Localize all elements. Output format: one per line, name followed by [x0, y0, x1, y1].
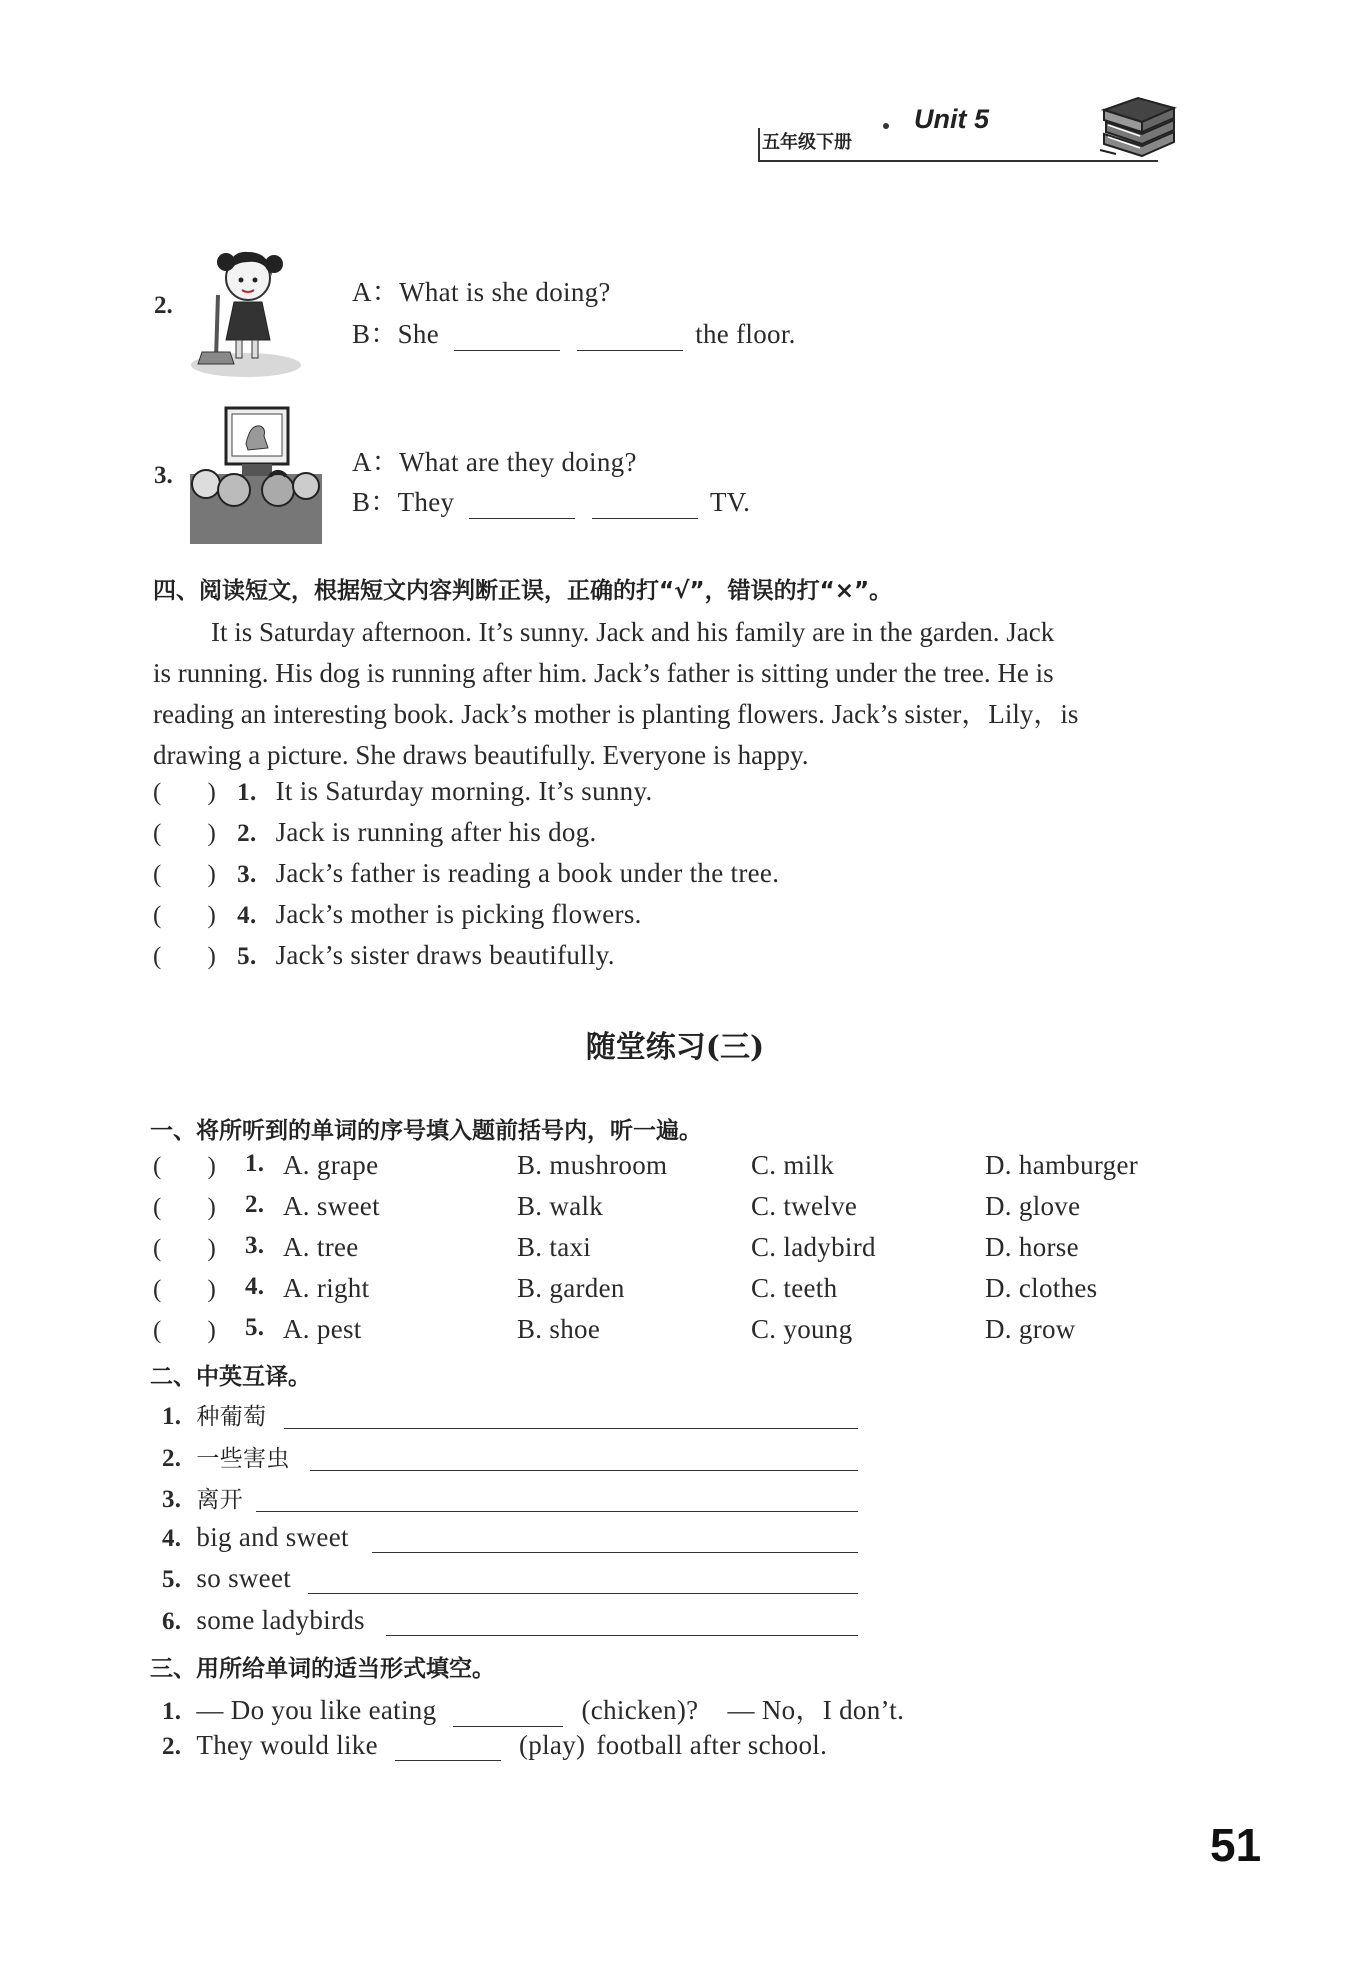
passage-line-2: is running. His dog is running after him. Jack’s father is sitting under the tree. He is [153, 658, 1054, 688]
tf-item-number: 2. [237, 820, 257, 847]
dialog-2-blank-1[interactable] [454, 322, 560, 351]
dialog-2-number: 2. [154, 292, 173, 319]
ex2-number: 2. [162, 1445, 182, 1472]
tf-item-1 [153, 776, 1153, 817]
section-title: 随堂练习(三) [585, 1030, 765, 1065]
answer-line-2[interactable] [310, 1470, 858, 1471]
ex1-number: 1. [245, 1150, 265, 1177]
ex2-heading: 二、中英互译。 [150, 1364, 311, 1390]
answer-paren[interactable]: ( ) [153, 1235, 217, 1262]
ex3-hint: (chicken)? [581, 1695, 699, 1725]
ex3-blank-2[interactable] [395, 1732, 501, 1761]
option-b: B. taxi [517, 1232, 592, 1262]
ex2-text: 一些害虫 [196, 1446, 290, 1472]
answer-line-4[interactable] [372, 1552, 858, 1553]
option-a: A. tree [283, 1232, 359, 1262]
ex2-item-1 [162, 1398, 266, 1431]
answer-paren[interactable]: ( ) [153, 820, 217, 847]
dialog-3-blank-1[interactable] [469, 490, 575, 519]
ex2-text: big and sweet [196, 1522, 349, 1552]
dialog-3-answer-start: B：They [352, 487, 455, 517]
option-a: A. sweet [283, 1191, 380, 1221]
tf-item-text: Jack’s father is reading a book under the tree. [275, 858, 780, 888]
ex2-item-5 [162, 1563, 291, 1594]
ex2-number: 6. [162, 1608, 182, 1635]
dialog-2-answer-end: the floor. [695, 319, 796, 349]
girl-sweeping-illustration [186, 240, 306, 380]
tf-item-number: 1. [237, 779, 257, 806]
option-d: D. horse [985, 1232, 1079, 1262]
header-unit: Unit 5 [914, 104, 990, 134]
dialog-2-blank-2[interactable] [577, 322, 683, 351]
answer-paren[interactable]: ( ) [153, 1276, 217, 1303]
option-b: B. shoe [517, 1314, 601, 1344]
ex1-row-5 [153, 1314, 1203, 1355]
tf-item-text: Jack is running after his dog. [275, 817, 597, 847]
part4-heading: 四、阅读短文，根据短文内容判断正误，正确的打“√”，错误的打“×”。 [153, 578, 893, 604]
part4-items [153, 776, 1153, 981]
ex2-item-4 [162, 1522, 349, 1553]
answer-paren[interactable]: ( ) [153, 943, 217, 970]
books-icon [1098, 94, 1178, 166]
page-number: 51 [1210, 1819, 1262, 1871]
ex1-row-3 [153, 1232, 1203, 1273]
ex1-row-1 [153, 1150, 1203, 1191]
ex2-number: 3. [162, 1486, 182, 1513]
ex1-number: 3. [245, 1232, 265, 1259]
ex3-heading: 三、用所给单词的适当形式填空。 [150, 1656, 495, 1682]
passage-line-4: drawing a picture. She draws beautifully. Everyone is happy. [153, 740, 809, 770]
option-d: D. glove [985, 1191, 1081, 1221]
ex2-text: 种葡萄 [196, 1404, 267, 1430]
option-c: C. teeth [751, 1273, 838, 1303]
answer-line-6[interactable] [386, 1635, 858, 1636]
ex3-prompt: — Do you like eating [196, 1695, 437, 1725]
tf-item-number: 5. [237, 943, 257, 970]
option-d: D. clothes [985, 1273, 1098, 1303]
answer-paren[interactable]: ( ) [153, 861, 217, 888]
ex3-prompt: They would like [196, 1730, 378, 1760]
dialog-3-blank-2[interactable] [592, 490, 698, 519]
ex2-item-6 [162, 1605, 365, 1636]
ex2-number: 1. [162, 1403, 182, 1430]
tf-item-3 [153, 858, 1153, 899]
ex1-number: 2. [245, 1191, 265, 1218]
option-d: D. grow [985, 1314, 1076, 1344]
tf-item-number: 4. [237, 902, 257, 929]
dialog-3-answer-end: TV. [709, 487, 751, 517]
dialog-3-number: 3. [154, 462, 173, 489]
tf-item-5 [153, 940, 1153, 981]
ex3-blank-1[interactable] [453, 1698, 563, 1727]
dialog-2-answer [352, 312, 796, 351]
ex2-text: so sweet [196, 1563, 292, 1593]
ex1-rows [153, 1150, 1203, 1355]
tf-item-number: 3. [237, 861, 257, 888]
option-c: C. young [751, 1314, 853, 1344]
ex2-item-3 [162, 1481, 243, 1514]
tf-item-text: Jack’s sister draws beautifully. [275, 940, 615, 970]
answer-paren[interactable]: ( ) [153, 1153, 217, 1180]
ex2-text: some ladybirds [196, 1605, 365, 1635]
ex3-reply: — No，I don’t. [727, 1695, 905, 1725]
family-watching-tv-illustration [186, 404, 326, 546]
dialog-3-answer [352, 480, 750, 519]
dialog-2-answer-start: B：She [352, 319, 440, 349]
ex3-number: 2. [162, 1733, 182, 1760]
option-c: C. milk [751, 1150, 835, 1180]
option-a: A. right [283, 1273, 370, 1303]
ex1-number: 5. [245, 1314, 265, 1341]
ex2-number: 4. [162, 1525, 182, 1552]
option-b: B. garden [517, 1273, 625, 1303]
ex3-number: 1. [162, 1698, 182, 1725]
header-dot [883, 123, 889, 129]
tf-item-4 [153, 899, 1153, 940]
tf-item-2 [153, 817, 1153, 858]
ex1-number: 4. [245, 1273, 265, 1300]
ex3-hint: (play) [519, 1730, 586, 1760]
option-c: C. ladybird [751, 1232, 876, 1262]
option-a: A. grape [283, 1150, 379, 1180]
ex2-number: 5. [162, 1566, 182, 1593]
ex3-continuation: football after school. [596, 1730, 828, 1760]
passage-line-3: reading an interesting book. Jack’s mother is planting flowers. Jack’s sister，Lily，is [153, 699, 1079, 729]
ex1-row-2 [153, 1191, 1203, 1232]
header-grade: 五年级下册 [762, 132, 852, 153]
answer-paren[interactable]: ( ) [153, 1194, 217, 1221]
dialog-3-question: A：What are they doing? [352, 447, 637, 477]
answer-line-3[interactable] [256, 1511, 858, 1512]
header-divider-vertical [758, 128, 760, 162]
answer-line-5[interactable] [308, 1593, 858, 1594]
option-b: B. mushroom [517, 1150, 668, 1180]
ex3-item-2 [162, 1730, 827, 1761]
option-b: B. walk [517, 1191, 604, 1221]
ex3-item-1 [162, 1688, 904, 1727]
tf-item-text: It is Saturday morning. It’s sunny. [275, 776, 653, 806]
option-a: A. pest [283, 1314, 362, 1344]
tf-item-text: Jack’s mother is picking flowers. [275, 899, 642, 929]
passage-line-1: It is Saturday afternoon. It’s sunny. Jack and his family are in the garden. Jack [211, 617, 1055, 647]
option-d: D. hamburger [985, 1150, 1139, 1180]
ex2-text: 离开 [196, 1487, 244, 1513]
option-c: C. twelve [751, 1191, 858, 1221]
ex2-item-2 [162, 1440, 290, 1473]
ex1-row-4 [153, 1273, 1203, 1314]
answer-paren[interactable]: ( ) [153, 902, 217, 929]
part4-passage [153, 612, 1173, 776]
answer-paren[interactable]: ( ) [153, 1317, 217, 1344]
ex1-heading: 一、将所听到的单词的序号填入题前括号内，听一遍。 [150, 1118, 702, 1144]
dialog-2-question: A：What is she doing? [352, 277, 611, 307]
answer-paren[interactable]: ( ) [153, 779, 217, 806]
answer-line-1[interactable] [284, 1428, 858, 1429]
